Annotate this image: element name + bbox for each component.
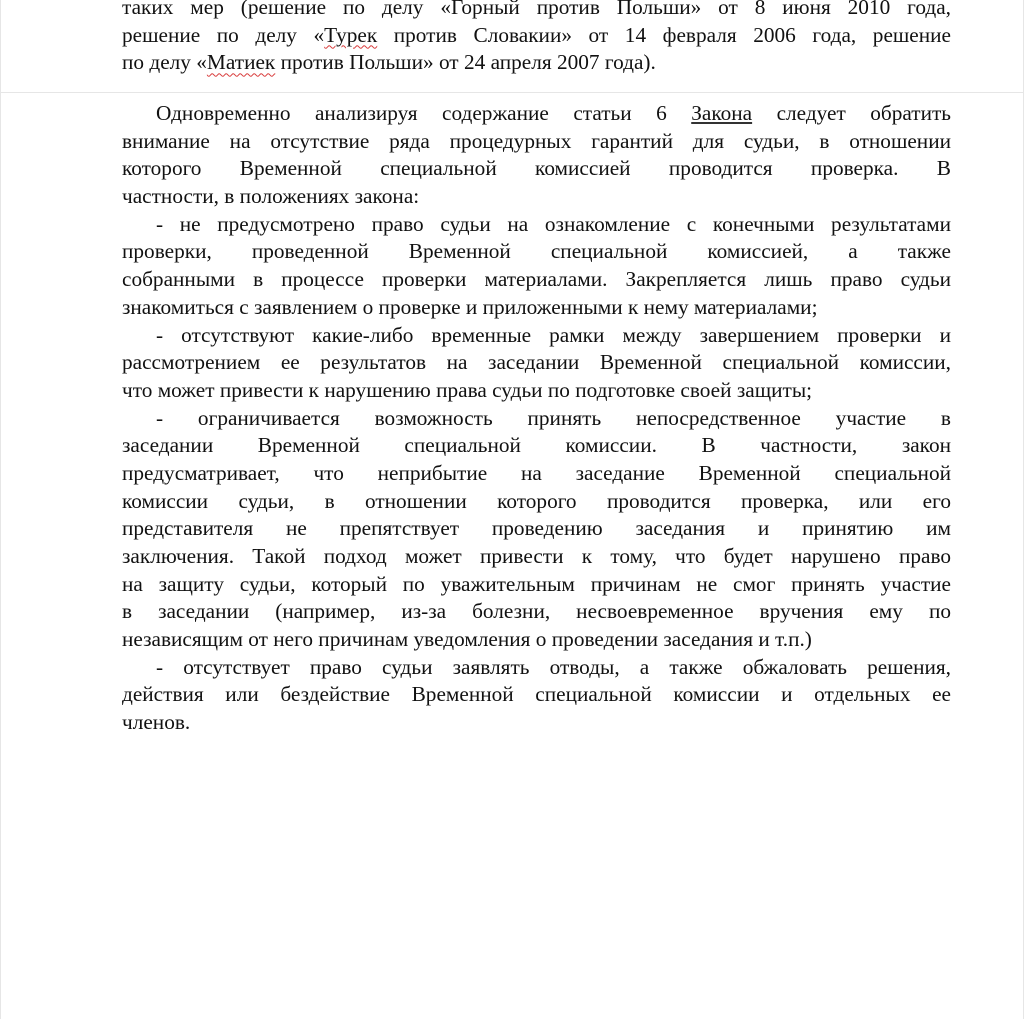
text-line: заседании Временной специальной комиссии. В частности, закон xyxy=(122,433,951,458)
page-left-edge xyxy=(0,0,1,1019)
list-item-first-line: - ограничивается возможность принять непосредственное участие в xyxy=(156,405,951,430)
text-line: представителя не препятствует проведению заседания и принятию им xyxy=(122,516,951,541)
text-line: предусматривает, что неприбытие на заседание Временной специальной xyxy=(122,460,951,485)
previous-page-text xyxy=(122,0,951,77)
text-line: таких мер (решение по делу «Горный против Польши» от 8 июня 2010 года, xyxy=(122,0,951,19)
text-line: рассмотрением ее результатов на заседании Временной специальной комиссии, xyxy=(122,350,951,375)
paragraph-first-line: Одновременно анализируя содержание статьи 6 Закона следует обратить xyxy=(156,101,951,125)
list-item-first-line: - отсутствует право судьи заявлять отводы, а также обжаловать решения, xyxy=(156,654,951,679)
text-line: независящим от него причинам уведомления о проведении заседания и т.п.) xyxy=(122,627,812,652)
text-line: внимание на отсутствие ряда процедурных гарантий для судьи, в отношении xyxy=(122,128,951,153)
spellcheck-word[interactable]: Матиек xyxy=(206,50,276,75)
text-line: комиссии судьи, в отношении которого проводится проверка, или его xyxy=(122,488,951,513)
text-line: членов. xyxy=(122,710,191,735)
text-line: частности, в положениях закона: xyxy=(122,184,420,209)
spellcheck-word[interactable]: Турек xyxy=(324,22,378,47)
text-line: заключения. Такой подход может привести к тому, что будет нарушено право xyxy=(122,544,951,568)
text-line: действия или бездействие Временной специальной комиссии и отдельных ее xyxy=(122,682,951,707)
list-item-first-line: - отсутствуют какие-либо временные рамки между завершением проверки и xyxy=(156,322,951,347)
document-body xyxy=(122,100,951,737)
list-item-first-line: - не предусмотрено право судьи на ознакомление с конечными результатами xyxy=(156,211,951,236)
text-line: которого Временной специальной комиссией проводится проверка. В xyxy=(122,156,951,181)
law-hyperlink[interactable]: Закона xyxy=(691,101,753,125)
text-line: решение по делу «Турек против Словакии» от 14 февраля 2006 года, решение xyxy=(122,22,951,47)
text-line: на защиту судьи, который по уважительным причинам не смог принять участие xyxy=(122,571,951,596)
text-line: по делу «Матиек против Польши» от 24 апреля 2007 года). xyxy=(122,50,656,75)
page-break-line xyxy=(0,92,1024,93)
text-line: что может привести к нарушению права судьи по подготовке своей защиты; xyxy=(122,377,813,402)
text-line: знакомиться с заявлением о проверке и приложенными к нему материалами; xyxy=(122,294,818,319)
text-line: проверки, проведенной Временной специальной комиссией, а также xyxy=(122,239,951,264)
text-line: в заседании (например, из-за болезни, несвоевременное вручения ему по xyxy=(122,599,951,624)
text-line: собранными в процессе проверки материалами. Закрепляется лишь право судьи xyxy=(122,267,951,292)
